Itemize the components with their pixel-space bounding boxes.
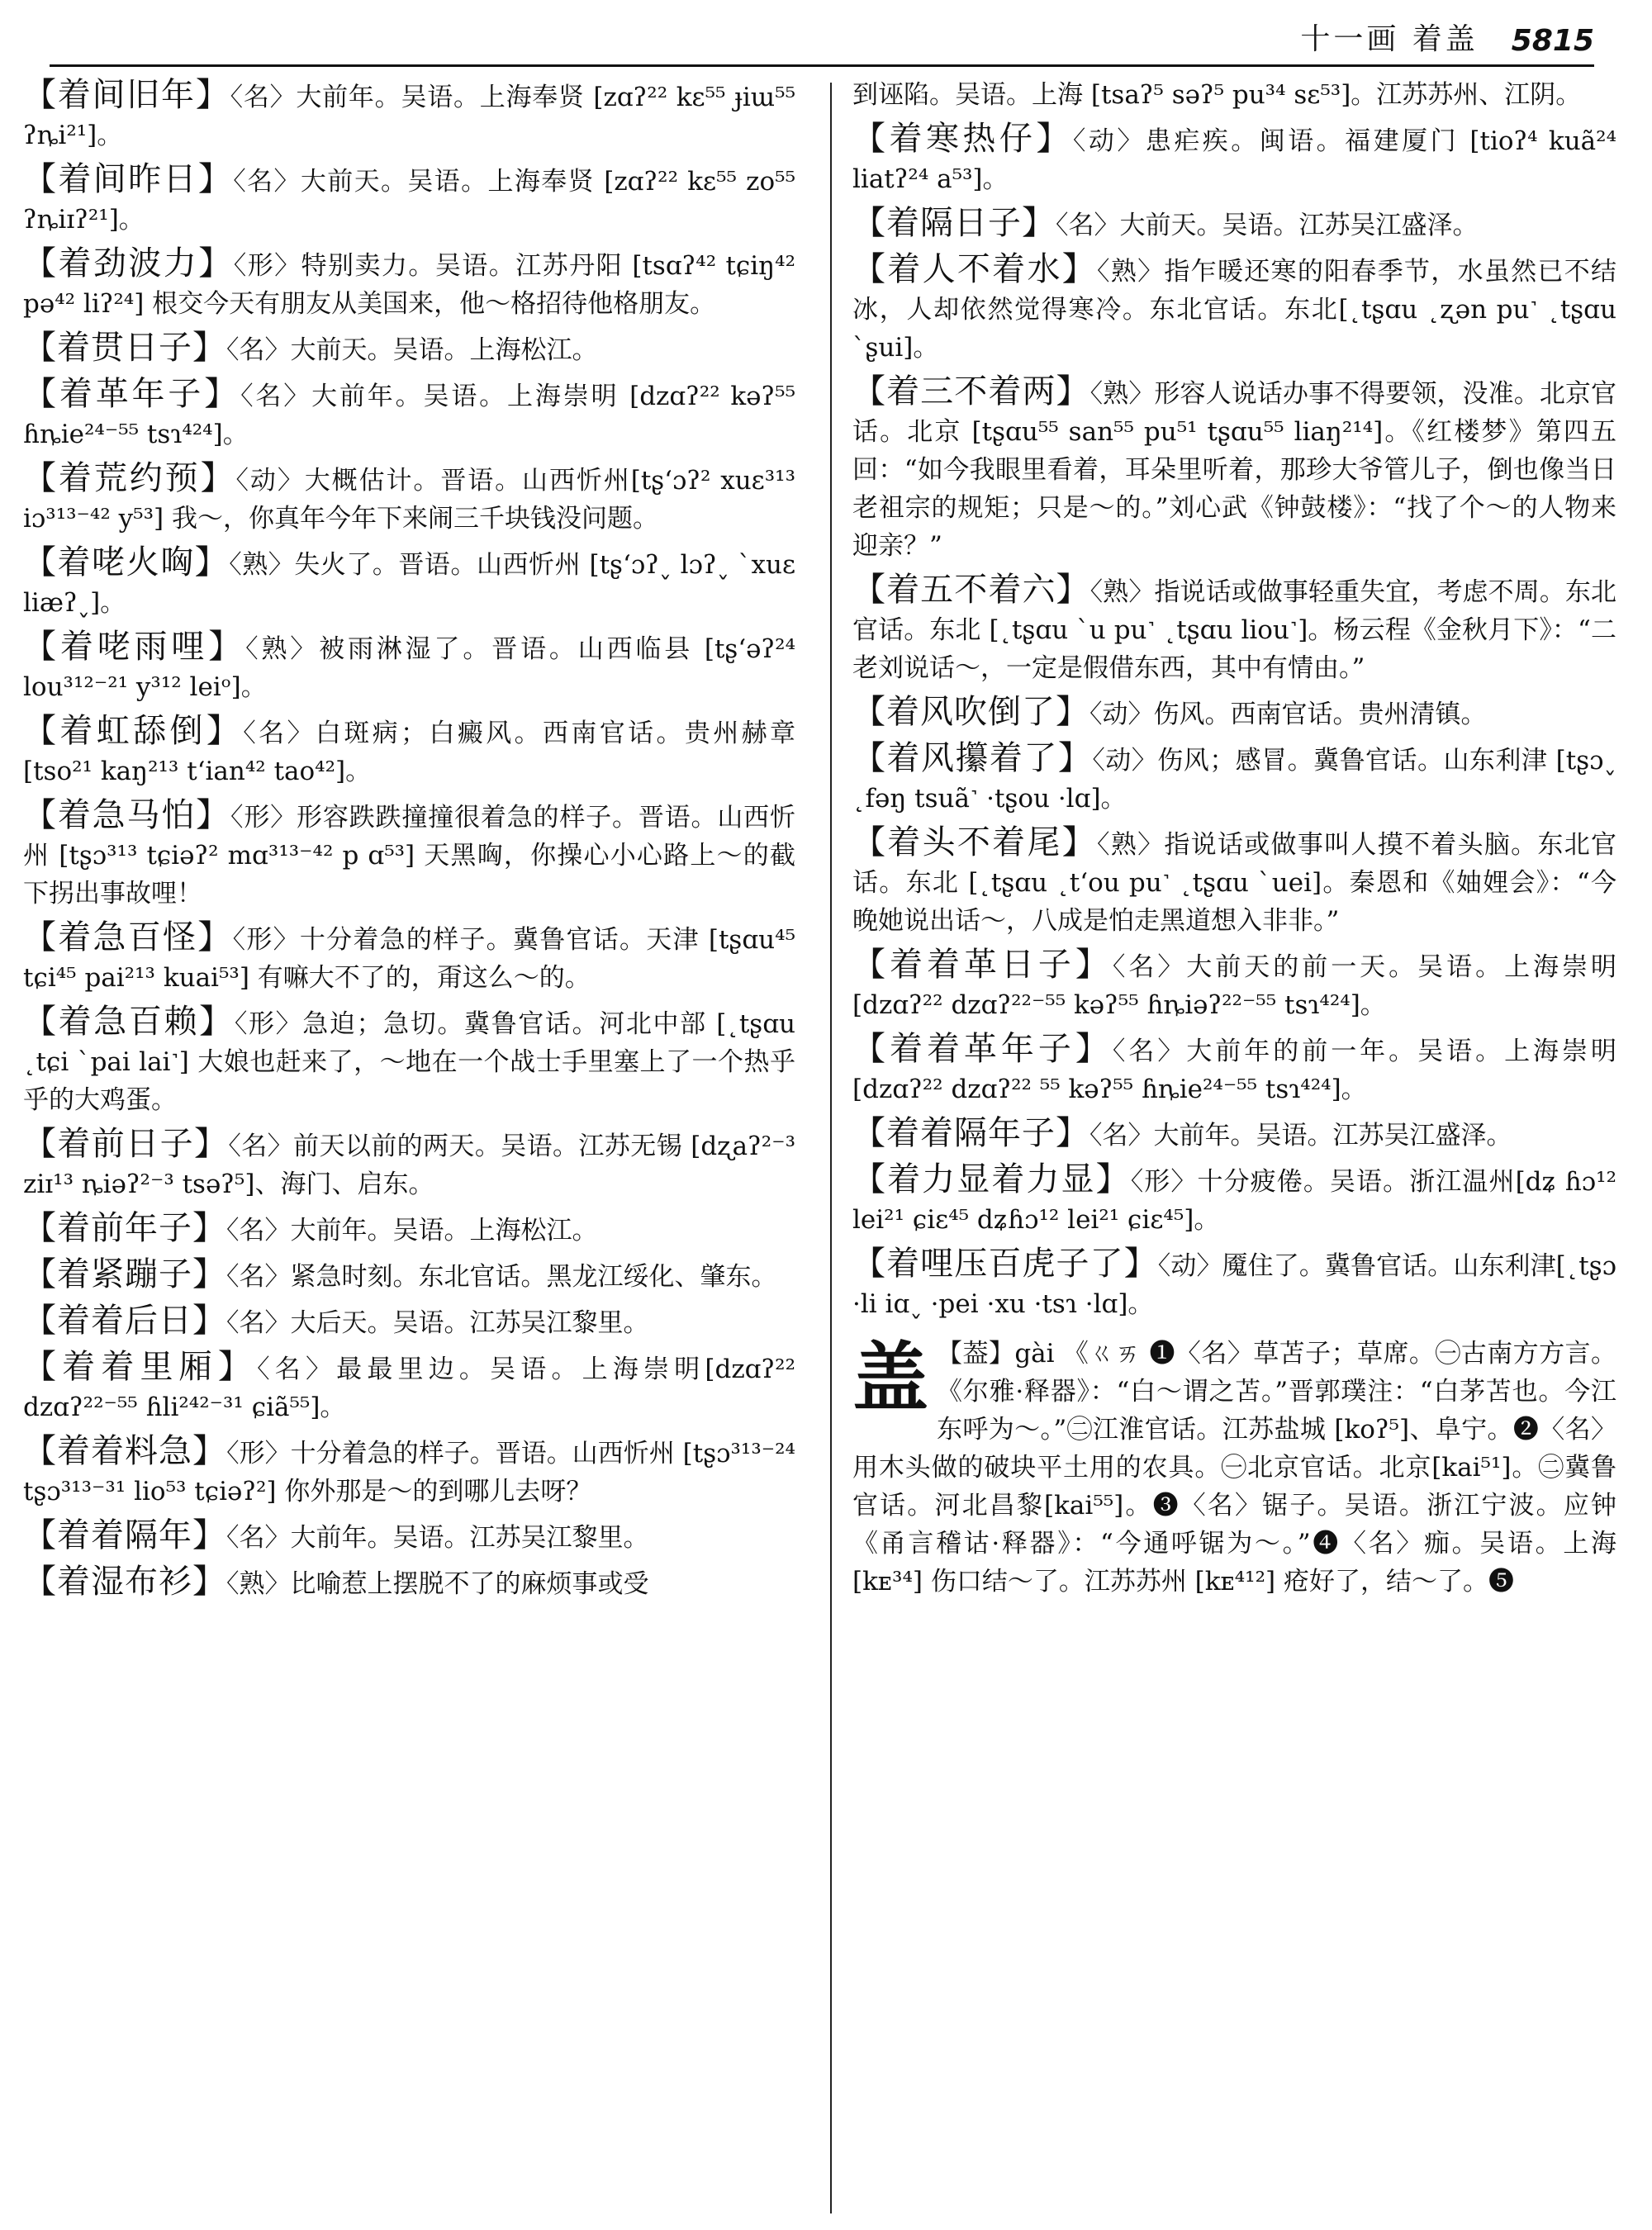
dictionary-entry — [852, 250, 1616, 367]
dictionary-entry — [852, 1114, 1616, 1155]
entry-headword: 【着隔日子】 — [852, 204, 1056, 242]
dictionary-entry — [23, 76, 795, 154]
dictionary-entry — [852, 571, 1616, 687]
entry-definition: 〈名〉白斑病；白癜风。西南官话。贵州赫章 [tso²¹ kaŋ²¹³ tʻian⁴² tao⁴²]。 — [23, 719, 795, 786]
column-divider — [830, 83, 832, 2213]
dictionary-entry — [852, 1245, 1616, 1323]
entry-headword: 【着着里厢】 — [23, 1348, 258, 1386]
dictionary-entry — [23, 1516, 795, 1557]
dictionary-entry — [23, 375, 795, 453]
entry-definition: 〈熟〉被雨淋湿了。晋语。山西临县 [tʂʻəʔ²⁴ lou³¹²⁻²¹ y³¹² leiᵒ]。 — [23, 634, 795, 702]
entry-definition: 到诬陷。吴语。上海 [tsaʔ⁵ səʔ⁵ pu³⁴ sɛ⁵³]。江苏苏州、江阴。 — [852, 80, 1582, 110]
entry-headword: 【着急马怕】 — [23, 796, 230, 834]
dictionary-entry — [852, 823, 1616, 940]
entry-definition: 〈名〉最最里边。吴语。上海崇明[dzɑʔ²² dzɑʔ²²⁻⁵⁵ ɦli²⁴²⁻³¹ ɕiã⁵⁵]。 — [23, 1355, 795, 1422]
dictionary-entry — [23, 1255, 795, 1296]
entry-headword: 【着贯日子】 — [23, 329, 226, 367]
dictionary-entry — [23, 160, 795, 239]
entry-definition: 〈形〉急迫；急切。冀鲁官话。河北中部 [˛tʂɑu ˛tɕi ˋpai lai˺] 大娘也赶来了，～地在一个战士手里塞上了一个热乎乎的大鸡蛋。 — [23, 1009, 795, 1115]
entry-definition: 〈形〉形容跌跌撞撞很着急的样子。晋语。山西忻州 [tʂɔ³¹³ tɕiəʔ² mɑ³¹³⁻⁴² p ɑ⁵³] 天黑哅，你操心小心路上～的截下拐出事故哩！ — [23, 803, 795, 909]
page-number: 5815 — [1511, 24, 1594, 58]
entry-headword: 【着寒热仔】 — [852, 120, 1073, 158]
dictionary-entry — [23, 1432, 795, 1511]
entry-headword: 【着革年子】 — [23, 375, 241, 413]
entry-headword: 【着虹舔倒】 — [23, 712, 244, 750]
entry-headword: 【着力显着力显】 — [852, 1160, 1131, 1198]
entry-definition: 〈熟〉指说话或做事轻重失宜，考虑不周。东北官话。东北 [˛tʂɑu ˋu pu˺ ˛tʂɑu liou˺]。杨云程《金秋月下》：“二老刘说话～，一定是假借东西，其中有情由。” — [852, 577, 1616, 683]
entry-headword: 【着间旧年】 — [23, 76, 230, 114]
dictionary-entry — [23, 1563, 795, 1603]
dictionary-entry — [23, 712, 795, 790]
entry-definition: 〈名〉大前天。吴语。江苏吴江盛泽。 — [1056, 211, 1479, 240]
dictionary-entry — [23, 1209, 795, 1250]
entry-headword: 【着急百赖】 — [23, 1003, 235, 1041]
entry-headword: 【着着隔年】 — [23, 1516, 226, 1554]
entry-definition: 〈形〉特别卖力。吴语。江苏丹阳 [tsɑʔ⁴² tɕiŋ⁴² pə⁴² liʔ²⁴] 根交今天有朋友从美国来，他～格招待他格朋友。 — [23, 251, 795, 319]
entry-definition: 〈动〉魇住了。冀鲁官话。山东利津[˛tʂɔ ·li iɑ˯ ·pei ·xu ·tsɿ ·lɑ]。 — [852, 1251, 1616, 1319]
entry-definition: 〈形〉十分疲倦。吴语。浙江温州[dʑ ɦɔ¹² lei²¹ ɕiɛ⁴⁵ dʑɦɔ¹² lei²¹ ɕiɛ⁴⁵]。 — [852, 1167, 1616, 1235]
entry-definition: 〈动〉大概估计。晋语。山西忻州[tʂʻɔʔ² xuɛ³¹³ iɔ³¹³⁻⁴² y⁵³] 我～，你真年今年下来闹三千块钱没问题。 — [23, 466, 795, 534]
entry-definition: 〈名〉大前年。吴语。上海崇明 [dzɑʔ²² kəʔ⁵⁵ ɦȵie²⁴⁻⁵⁵ tsɿ⁴²⁴]。 — [23, 382, 795, 449]
dictionary-entry — [852, 946, 1616, 1024]
entry-headword: 【着荒约预】 — [23, 459, 236, 497]
entry-definition: 〈熟〉指说话或做事叫人摸不着头脑。东北官话。东北 [˛tʂɑu ˛tʻou pu˺ ˛tʂɑu ˋuei]。秦恩和《妯娌会》：“今晚她说出话～，八成是怕走黑道想入非非。” — [852, 830, 1616, 936]
entry-headword: 【着急百怪】 — [23, 918, 233, 956]
entry-definition: 〈动〉患疟疾。闽语。福建厦门 [tioʔ⁴ kuã²⁴ liatʔ²⁴ a⁵³]。 — [852, 126, 1616, 194]
dictionary-entry — [23, 329, 795, 369]
right-column-entries — [852, 76, 1616, 1323]
dictionary-entry — [852, 76, 1616, 114]
entry-definition: 〈名〉大前天。吴语。上海奉贤 [zɑʔ²² kɛ⁵⁵ zo⁵⁵ ʔȵiɪʔ²¹]。 — [23, 167, 795, 235]
dictionary-entry — [852, 1160, 1616, 1239]
entry-definition: 〈名〉前天以前的两天。吴语。江苏无锡 [dʐaʔ²⁻³ ziɪ¹³ ȵiəʔ²⁻³ tsəʔ⁵]、海门、启东。 — [23, 1132, 795, 1199]
entry-definition: 〈动〉伤风；感冒。冀鲁官话。山东利津 [tʂɔ˯ ˛fəŋ tsuã˺ ·tʂou ·lɑ]。 — [852, 746, 1616, 814]
right-column — [852, 76, 1616, 2215]
entry-headword: 【着紧蹦子】 — [23, 1255, 226, 1293]
dictionary-entry — [852, 693, 1616, 733]
entry-headword: 【着着隔年子】 — [852, 1114, 1089, 1152]
running-head — [50, 18, 1594, 67]
left-column — [23, 76, 795, 2215]
entry-definition: 〈形〉十分着急的样子。冀鲁官话。天津 [tʂɑu⁴⁵ tɕi⁴⁵ pai²¹³ kuai⁵³] 有嘛大不了的，甭这么～的。 — [23, 925, 795, 993]
dictionary-entry — [23, 244, 795, 323]
entry-definition: 〈名〉大前年。吴语。上海松江。 — [226, 1216, 598, 1245]
entry-definition: 〈名〉大前年。吴语。江苏吴江盛泽。 — [1089, 1121, 1512, 1151]
entry-headword: 【着劲波力】 — [23, 244, 234, 282]
entry-definition: 〈名〉紧急时刻。东北官话。黑龙江绥化、肇东。 — [226, 1262, 777, 1292]
entry-headword: 【着间昨日】 — [23, 160, 234, 198]
dictionary-entry — [23, 459, 795, 538]
dictionary-entry — [852, 1030, 1616, 1108]
entry-headword: 【着着料急】 — [23, 1432, 227, 1470]
entry-headword: 【着头不着尾】 — [852, 823, 1098, 861]
entry-definition: 〈形〉十分着急的样子。晋语。山西忻州 [tʂɔ³¹³⁻²⁴ tʂɔ³¹³⁻³¹ lio⁵³ tɕiəʔ²] 你外那是～的到哪儿去呀？ — [23, 1439, 795, 1506]
entry-headword: 【着湿布衫】 — [23, 1563, 226, 1601]
entry-headword: 【着着革日子】 — [852, 946, 1113, 984]
entry-definition: 〈熟〉指乍暖还寒的阳春季节，水虽然已不结冰，人却依然觉得寒冷。东北官话。东北[˛tʂɑu ˛ʐən pu˺ ˛tʂɑu ˋʂui]。 — [852, 257, 1616, 363]
entry-definition: 〈动〉伤风。西南官话。贵州清镇。 — [1089, 700, 1487, 729]
entry-headword: 【着前日子】 — [23, 1125, 229, 1163]
entry-headword: 【着三不着两】 — [852, 372, 1090, 410]
dictionary-entry — [852, 739, 1616, 818]
dictionary-entry — [23, 1125, 795, 1203]
dictionary-entry — [23, 543, 795, 622]
entry-headword: 【着着后日】 — [23, 1302, 226, 1340]
entry-definition: 〈名〉大前年。吴语。江苏吴江黎里。 — [226, 1523, 649, 1553]
entry-definition: 〈熟〉失火了。晋语。山西忻州 [tʂʻɔʔ˯ lɔʔ˯ ˋxuɛ liæʔ˯]。 — [23, 550, 795, 618]
dictionary-entry — [23, 1348, 795, 1426]
entry-headword: 【着五不着六】 — [852, 571, 1090, 609]
entry-definition: 〈名〉大后天。吴语。江苏吴江黎里。 — [226, 1308, 649, 1338]
entry-headword: 【着咾雨哩】 — [23, 628, 246, 666]
headword-character: 盖 — [852, 1333, 929, 1422]
character-entry — [852, 1335, 1616, 1601]
section-title: 十一画 着盖 — [1300, 22, 1479, 56]
dictionary-entry — [852, 372, 1616, 565]
entry-headword: 【着人不着水】 — [852, 250, 1098, 288]
entry-definition: 〈熟〉形容人说话办事不得要领，没准。北京官话。北京 [tʂɑu⁵⁵ san⁵⁵ pu⁵¹ tʂɑu⁵⁵ liaŋ²¹⁴]。《红楼梦》第四五回：“如今我眼里看着，耳朵里听着，那珍大爷管儿子，倒也像当日老祖宗的规矩；只是～的。”刘心武《钟鼓楼》：“找了个～的人物来迎亲？” — [852, 379, 1616, 561]
entry-definition: 〈名〉大前年的前一年。吴语。上海崇明 [dzɑʔ²² dzɑʔ²² ⁵⁵ kəʔ⁵⁵ ɦȵie²⁴⁻⁵⁵ tsɿ⁴²⁴]。 — [852, 1037, 1616, 1104]
entry-headword: 【着哩压百虎子了】 — [852, 1245, 1158, 1283]
entry-headword: 【着咾火哅】 — [23, 543, 230, 581]
entry-definition: 〈名〉大前年。吴语。上海奉贤 [zɑʔ²² kɛ⁵⁵ ɟiɯ⁵⁵ ʔȵi²¹]。 — [23, 83, 795, 150]
dictionary-entry — [23, 918, 795, 997]
entry-headword: 【着着革年子】 — [852, 1030, 1113, 1068]
dictionary-entry — [23, 796, 795, 913]
dictionary-entry — [852, 120, 1616, 198]
entry-definition: 〈名〉大前天的前一天。吴语。上海崇明[dzɑʔ²² dzɑʔ²²⁻⁵⁵ kəʔ⁵⁵ ɦȵiəʔ²²⁻⁵⁵ tsɿ⁴²⁴]。 — [852, 952, 1616, 1020]
dictionary-entry — [23, 1003, 795, 1119]
entry-headword: 【着风攥着了】 — [852, 739, 1093, 777]
entry-headword: 【着前年子】 — [23, 1209, 226, 1247]
entry-definition: 〈熟〉比喻惹上摆脱不了的麻烦事或受 — [226, 1569, 649, 1599]
character-entry-body: 【葢】gài 《ㄍㄞ ❶〈名〉草苫子；草席。㊀古南方方言。《尔雅·释器》：“白～谓之苫。”晋郭璞注：“白茅苫也。今江东呼为～。”㊁江淮官话。江苏盐城 [koʔ⁵]、阜宁。❷〈名〉用木头做的破块平土用的农具。㊀北京官话。北京[kai⁵¹]。㊁冀鲁官话。河北昌黎[kai⁵⁵]。❸〈名〉锯子。吴语。浙江宁波。应钟《甬言稽诂·释器》：“今通呼锯为～。”❹〈名〉痂。吴语。上海 [kᴇ³⁴] 伤口结～了。江苏苏州 [kᴇ⁴¹²] 疮好了，结～了。❺ — [852, 1339, 1616, 1597]
dictionary-entry — [23, 628, 795, 706]
dictionary-entry — [852, 204, 1616, 244]
dictionary-entry — [23, 1302, 795, 1342]
entry-definition: 〈名〉大前天。吴语。上海松江。 — [226, 335, 598, 365]
entry-headword: 【着风吹倒了】 — [852, 693, 1089, 731]
